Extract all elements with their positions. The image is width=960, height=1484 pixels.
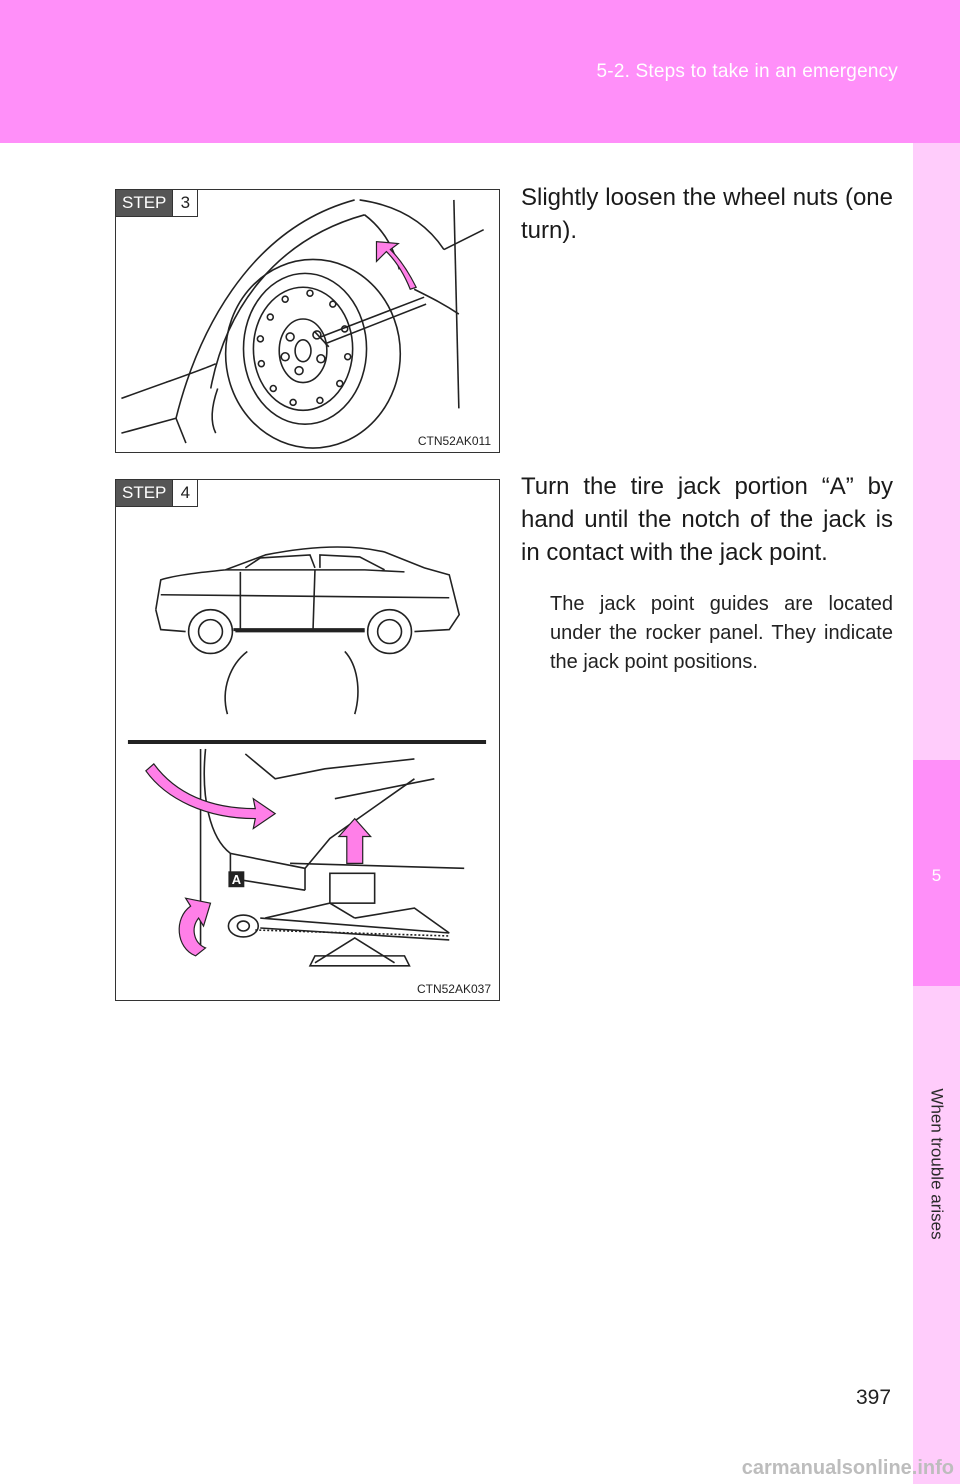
step-label: STEP — [116, 480, 172, 506]
step-number: 4 — [172, 480, 197, 506]
figure-code: CTN52AK037 — [416, 982, 491, 996]
jack-point-note: The jack point guides are located under the rocker panel. They indicate the jack point positions. — [550, 593, 893, 673]
step-badge — [116, 480, 198, 507]
watermark: carmanualsonline.info — [741, 1457, 954, 1479]
page-number: 397 — [856, 1386, 892, 1409]
step-3-instruction: Slightly loosen the wheel nuts (one turn). — [521, 184, 893, 244]
jack-marker-a: A — [231, 872, 242, 888]
section-title: 5-2. Steps to take in an emergency — [596, 61, 898, 82]
figure-code: CTN52AK011 — [417, 434, 491, 448]
step-4-figure — [115, 479, 500, 1001]
chapter-title — [913, 1087, 960, 1240]
step-number: 3 — [172, 190, 197, 216]
wheel-nut-illustration — [116, 190, 499, 452]
step-label: STEP — [116, 190, 172, 216]
step-badge — [116, 190, 198, 217]
jack-point-illustration — [116, 480, 499, 1000]
chapter-number: 5 — [931, 866, 942, 885]
chapter-title-text: When trouble arises — [927, 1087, 947, 1240]
step-3-figure — [115, 189, 500, 453]
step-4-instruction: Turn the tire jack portion “A” by hand until the notch of the jack is in contact with the jack point. — [521, 473, 893, 566]
chapter-tab[interactable] — [913, 760, 960, 986]
page-header — [0, 0, 960, 143]
